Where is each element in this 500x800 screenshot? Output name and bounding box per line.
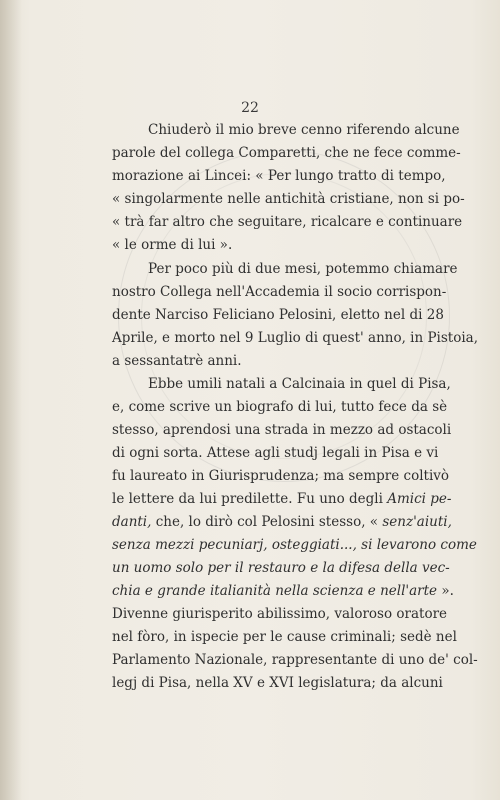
text-line: a sessantatrè anni. (112, 353, 242, 369)
text-line: parole del collega Comparetti, che ne fece comme- (112, 145, 461, 161)
text-line: « singolarmente nelle antichità cristiane, non si po- (112, 191, 465, 207)
text-line (112, 511, 452, 534)
text-line: « le orme di lui ». (112, 237, 233, 253)
italic-text: danti, (112, 514, 152, 530)
binding-shadow (0, 0, 22, 800)
text-span: ». (441, 583, 454, 599)
text-line (112, 580, 454, 603)
text-line: morazione ai Lincei: « Per lungo tratto di tempo, (112, 168, 446, 184)
text-line: Ebbe umili natali a Calcinaia in quel di Pisa, (148, 376, 451, 392)
text-line: fu laureato in Giurisprudenza; ma sempre coltivò (112, 468, 450, 484)
text-line: legj di Pisa, nella XV e XVI legislatura; da alcuni (112, 675, 443, 691)
text-line: nostro Collega nell'Accademia il socio corrispon- (112, 284, 447, 300)
text-line: e, come scrive un biografo di lui, tutto fece da sè (112, 399, 448, 415)
page-number: 22 (241, 100, 259, 116)
italic-text-line: senza mezzi pecuniarj, osteggiati..., si levarono come (112, 537, 477, 553)
text-line: « trà far altro che seguitare, ricalcare e continuare (112, 214, 463, 230)
text-line: Per poco più di due mesi, potemmo chiamare (148, 261, 458, 277)
text-line: di ogni sorta. Attese agli studj legali in Pisa e vi (112, 445, 439, 461)
text-line: Aprile, e morto nel 9 Luglio di quest' anno, in Pistoia, (112, 330, 479, 346)
text-line: nel fòro, in ispecie per le cause criminali; sedè nel (112, 629, 457, 645)
text-line: Parlamento Nazionale, rappresentante di uno de' col- (112, 652, 478, 668)
paragraph-comparetti (112, 119, 465, 257)
paragraph-pelosini (112, 258, 479, 695)
italic-text: Amici pe- (387, 491, 452, 507)
text-line: dente Narciso Feliciano Pelosini, eletto nel di 28 (112, 307, 444, 323)
text-line (112, 488, 452, 511)
text-span: che, lo dirò col Pelosini stesso, « (155, 514, 379, 530)
italic-text: chia e grande italianità nella scienza e nell'arte (112, 583, 438, 599)
text-line: Chiuderò il mio breve cenno riferendo alcune (148, 122, 460, 138)
italic-text: senz'aiuti, (382, 514, 452, 530)
text-span: le lettere da lui predilette. Fu uno degli (112, 491, 383, 507)
text-line: Divenne giurisperito abilissimo, valoroso oratore (112, 606, 448, 622)
italic-text-line: un uomo solo per il restauro e la difesa della vec- (112, 560, 450, 576)
text-line: stesso, aprendosi una strada in mezzo ad ostacoli (112, 422, 452, 438)
